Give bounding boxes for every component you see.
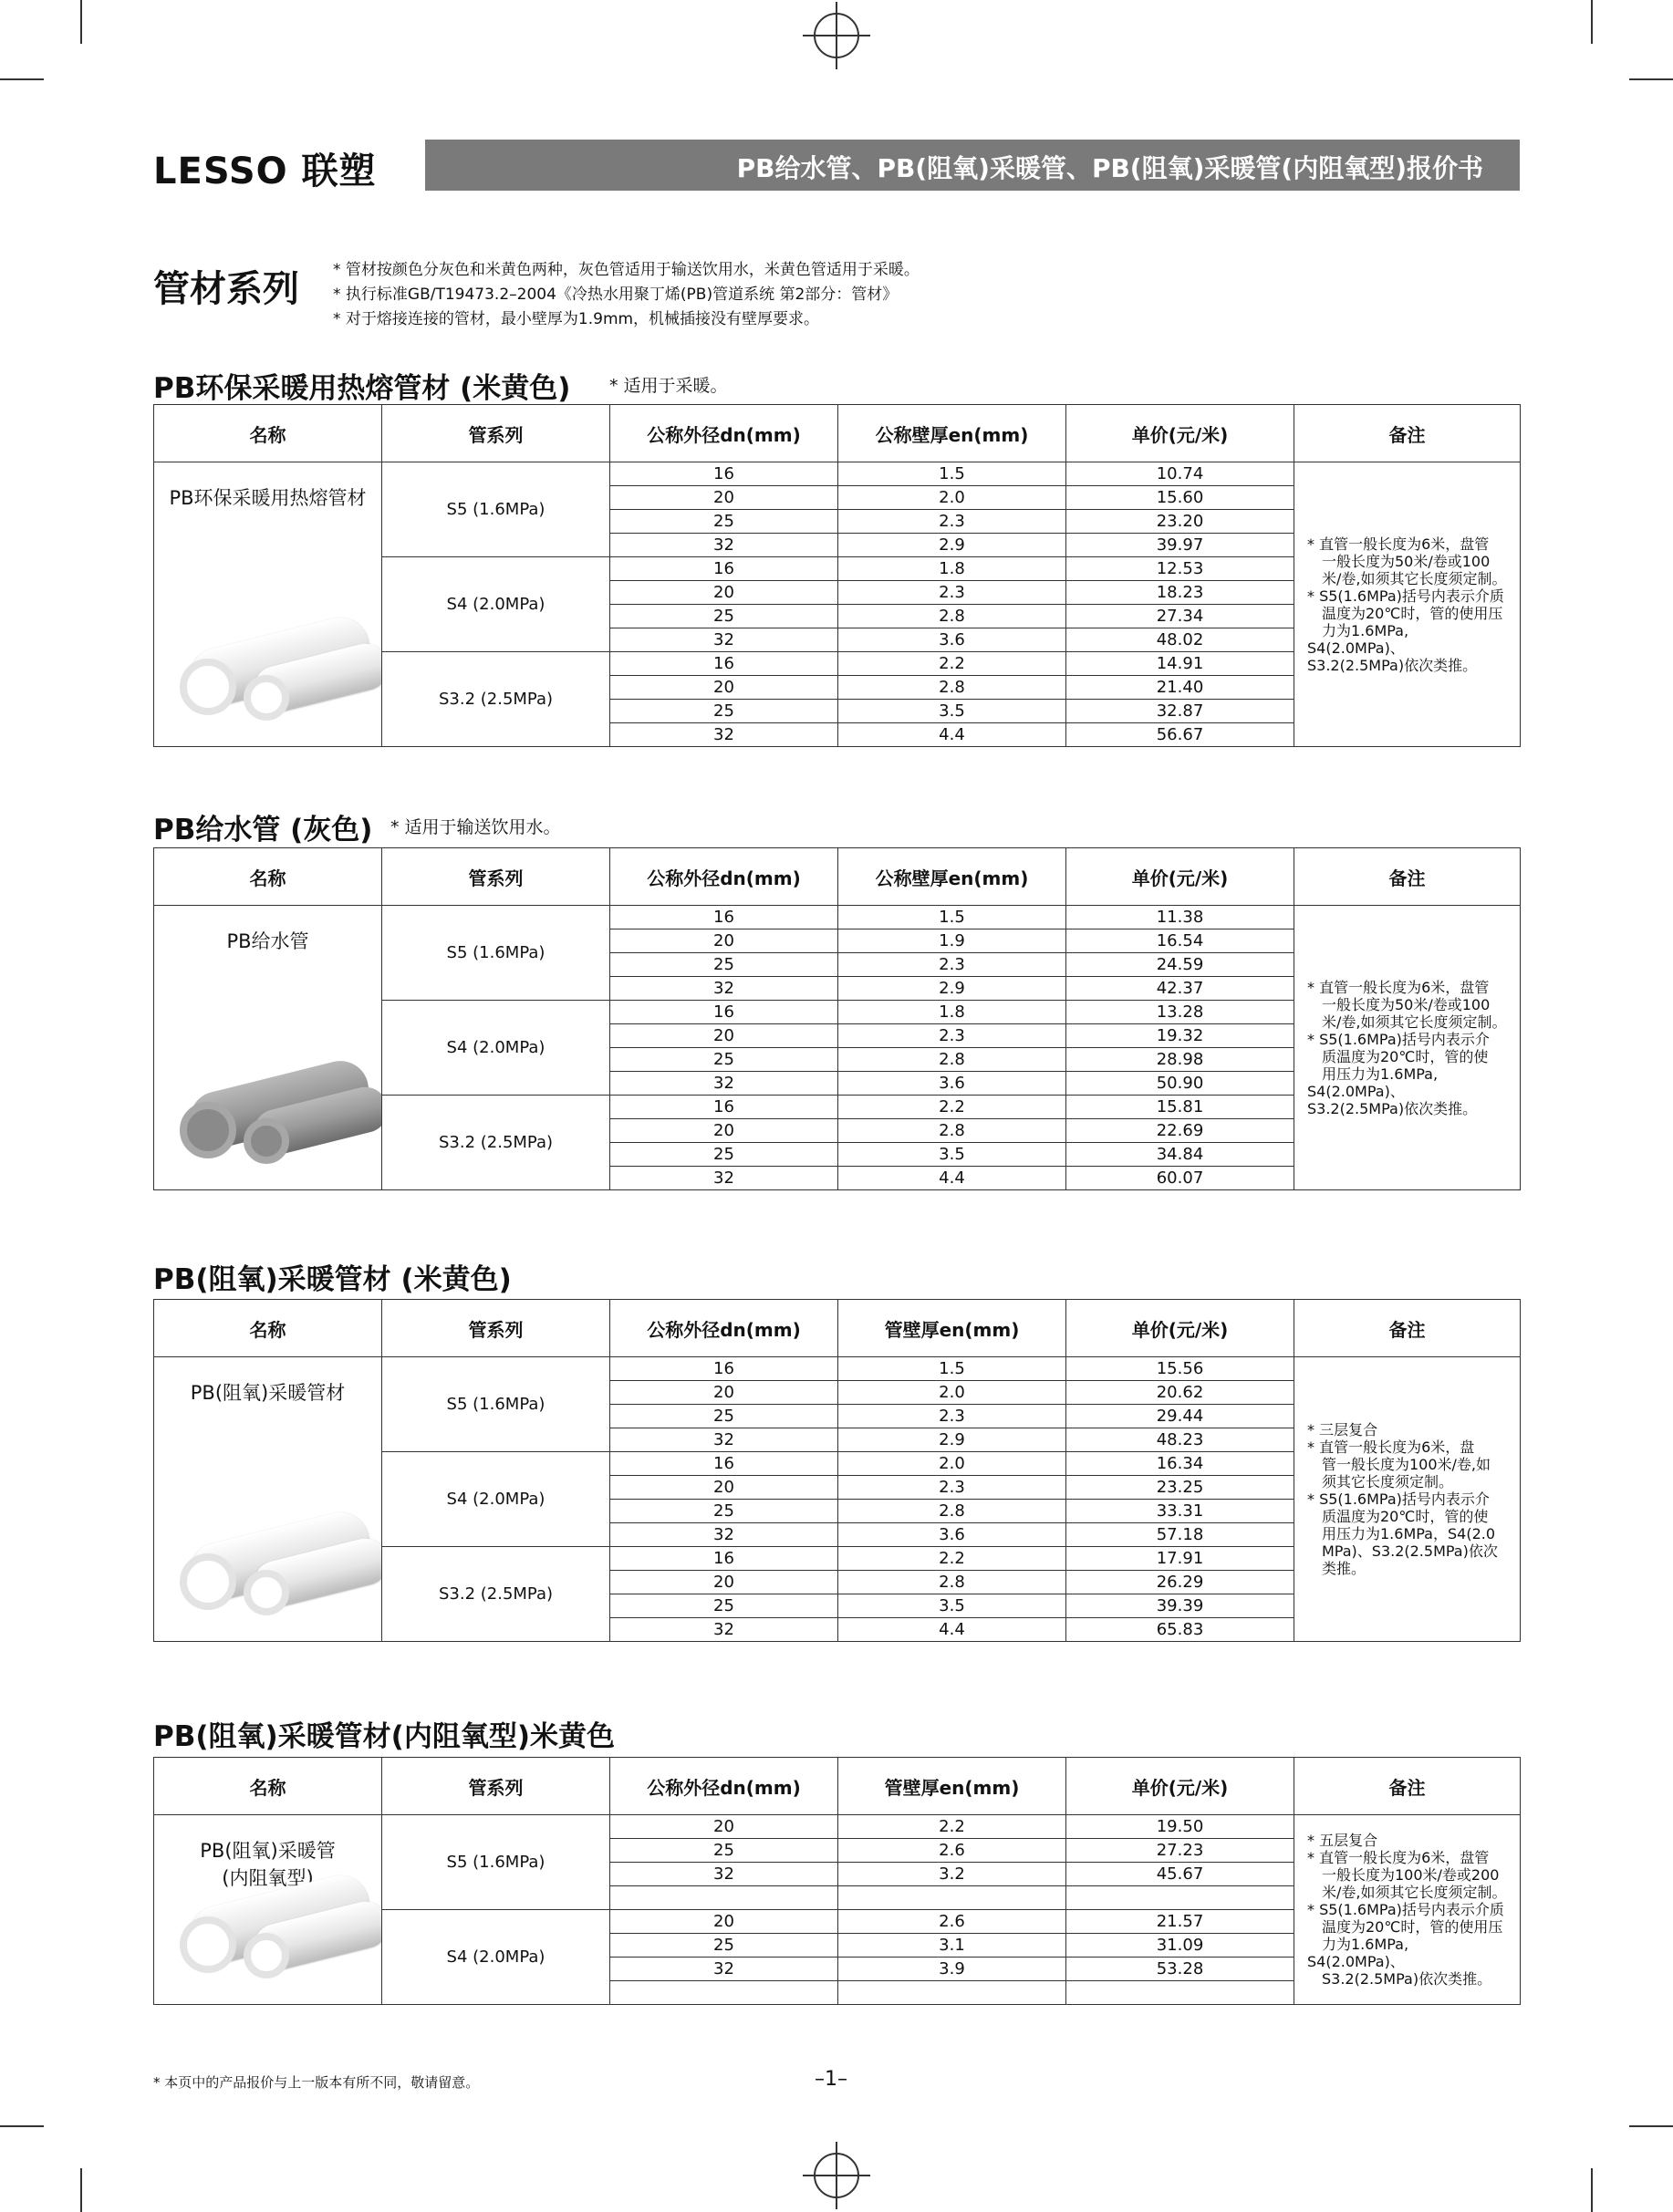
unit-price-cell: 57.18	[1066, 1523, 1294, 1547]
diameter-cell: 25	[610, 1048, 838, 1072]
unit-price-cell: 39.39	[1066, 1594, 1294, 1618]
pipe-product-image	[172, 602, 373, 730]
unit-price-cell: 14.91	[1066, 652, 1294, 676]
pipe-series: S5 (1.6MPa)	[382, 462, 610, 557]
table-row	[154, 1357, 1521, 1381]
unit-price-cell	[1066, 1886, 1294, 1910]
table-row	[154, 462, 1521, 486]
table-row	[154, 906, 1521, 929]
registration-mark-top	[814, 13, 859, 58]
unit-price-cell: 48.23	[1066, 1428, 1294, 1452]
wall-thickness-cell: 2.9	[838, 1428, 1066, 1452]
series-note: * 对于熔接连接的管材，最小壁厚为1.9mm，机械插接没有壁厚要求。	[333, 310, 820, 328]
remark-line: S3.2(2.5MPa)依次类推。	[1307, 1970, 1492, 1988]
unit-price-cell: 28.98	[1066, 1048, 1294, 1072]
diameter-cell: 25	[610, 1500, 838, 1523]
wall-thickness-cell: 2.8	[838, 1119, 1066, 1143]
diameter-cell: 32	[610, 1618, 838, 1642]
column-header: 单价(元/米)	[1066, 1758, 1294, 1815]
crop-mark	[80, 0, 82, 44]
diameter-cell	[610, 1886, 838, 1910]
wall-thickness-cell: 3.9	[838, 1958, 1066, 1981]
wall-thickness-cell: 2.8	[838, 1048, 1066, 1072]
price-table	[153, 404, 1521, 747]
diameter-cell: 16	[610, 1547, 838, 1571]
wall-thickness-cell: 2.0	[838, 1381, 1066, 1405]
wall-thickness-cell: 2.9	[838, 534, 1066, 557]
section-note: * 适用于采暖。	[609, 376, 728, 396]
pipe-product-image	[172, 1497, 373, 1625]
diameter-cell: 20	[610, 1815, 838, 1839]
column-header: 备注	[1294, 1300, 1521, 1357]
unit-price-cell: 10.74	[1066, 462, 1294, 486]
product-name-cell	[154, 462, 382, 747]
wall-thickness-cell: 2.3	[838, 1024, 1066, 1048]
remark-line: * 三层复合	[1307, 1421, 1378, 1438]
diameter-cell: 32	[610, 1958, 838, 1981]
diameter-cell: 16	[610, 462, 838, 486]
unit-price-cell: 39.97	[1066, 534, 1294, 557]
unit-price-cell: 32.87	[1066, 700, 1294, 723]
unit-price-cell: 15.60	[1066, 486, 1294, 510]
remark-line: 质温度为20℃时，管的使	[1307, 1508, 1489, 1525]
pipe-product-image	[172, 1045, 373, 1173]
wall-thickness-cell: 2.3	[838, 1476, 1066, 1500]
series-title: 管材系列	[153, 268, 299, 310]
column-header: 备注	[1294, 1758, 1521, 1815]
diameter-cell: 32	[610, 1167, 838, 1190]
column-header: 单价(元/米)	[1066, 848, 1294, 906]
remark-line: 温度为20℃时，管的使用压	[1307, 1918, 1503, 1936]
column-header: 公称外径dn(mm)	[610, 848, 838, 906]
unit-price-cell: 24.59	[1066, 953, 1294, 977]
remark-line: * 直管一般长度为6米，盘管	[1307, 535, 1490, 553]
wall-thickness-cell: 3.6	[838, 1072, 1066, 1096]
table-header-row	[154, 1300, 1521, 1357]
wall-thickness-cell: 4.4	[838, 1167, 1066, 1190]
wall-thickness-cell: 2.0	[838, 486, 1066, 510]
diameter-cell: 16	[610, 557, 838, 581]
diameter-cell: 25	[610, 1934, 838, 1958]
wall-thickness-cell: 2.6	[838, 1910, 1066, 1934]
product-name: PB给水管	[226, 930, 309, 952]
remark-line: S3.2(2.5MPa)依次类推。	[1307, 656, 1478, 674]
section-heading: PB给水管 (灰色)	[153, 814, 373, 846]
remark-line: * 直管一般长度为6米，盘	[1307, 1438, 1475, 1456]
pipe-series: S4 (2.0MPa)	[382, 1452, 610, 1547]
diameter-cell: 20	[610, 486, 838, 510]
unit-price-cell: 34.84	[1066, 1143, 1294, 1167]
wall-thickness-cell: 4.4	[838, 723, 1066, 747]
remark-line: MPa)、S3.2(2.5MPa)依次	[1307, 1542, 1498, 1560]
unit-price-cell: 11.38	[1066, 906, 1294, 929]
footer-note: * 本页中的产品报价与上一版本有所不同，敬请留意。	[153, 2074, 480, 2091]
diameter-cell: 25	[610, 1594, 838, 1618]
diameter-cell: 25	[610, 510, 838, 534]
diameter-cell: 20	[610, 929, 838, 953]
diameter-cell	[610, 1981, 838, 2005]
remark-line: 米/卷,如须其它长度须定制。	[1307, 1884, 1507, 1901]
column-header: 管系列	[382, 405, 610, 462]
remark-line: 一般长度为50米/卷或100	[1307, 552, 1491, 570]
column-header: 备注	[1294, 848, 1521, 906]
wall-thickness-cell: 3.6	[838, 628, 1066, 652]
price-table	[153, 847, 1521, 1190]
crop-mark	[1591, 0, 1593, 44]
diameter-cell: 32	[610, 723, 838, 747]
section-heading: PB(阻氧)采暖管材 (米黄色)	[153, 1263, 512, 1296]
diameter-cell: 16	[610, 652, 838, 676]
unit-price-cell: 21.57	[1066, 1910, 1294, 1934]
column-header: 名称	[154, 1758, 382, 1815]
diameter-cell: 16	[610, 1357, 838, 1381]
unit-price-cell: 12.53	[1066, 557, 1294, 581]
table-row	[154, 1815, 1521, 1839]
series-note: * 管材按颜色分灰色和米黄色两种，灰色管适用于输送饮用水，米黄色管适用于采暖。	[333, 261, 920, 279]
diameter-cell: 20	[610, 1571, 838, 1594]
unit-price-cell: 48.02	[1066, 628, 1294, 652]
column-header: 名称	[154, 848, 382, 906]
remark-line: 力为1.6MPa, S4(2.0MPa)、	[1307, 1936, 1409, 1970]
table-header-row	[154, 848, 1521, 906]
wall-thickness-cell: 2.3	[838, 581, 1066, 605]
pipe-series: S4 (2.0MPa)	[382, 1001, 610, 1096]
unit-price-cell: 53.28	[1066, 1958, 1294, 1981]
pipe-series: S5 (1.6MPa)	[382, 906, 610, 1001]
wall-thickness-cell: 2.2	[838, 1547, 1066, 1571]
unit-price-cell: 20.62	[1066, 1381, 1294, 1405]
pipe-series: S5 (1.6MPa)	[382, 1815, 610, 1910]
diameter-cell: 32	[610, 534, 838, 557]
remark-line: 须其它长度须定制。	[1307, 1473, 1454, 1490]
diameter-cell: 20	[610, 1476, 838, 1500]
remark-line: 米/卷,如须其它长度须定制。	[1307, 1013, 1507, 1031]
remarks-cell	[1294, 1357, 1521, 1642]
wall-thickness-cell: 1.5	[838, 1357, 1066, 1381]
remark-line: 力为1.6MPa, S4(2.0MPa)、	[1307, 621, 1409, 657]
wall-thickness-cell: 1.8	[838, 1001, 1066, 1024]
column-header: 公称外径dn(mm)	[610, 1300, 838, 1357]
column-header: 公称壁厚en(mm)	[838, 848, 1066, 906]
diameter-cell: 20	[610, 1119, 838, 1143]
wall-thickness-cell: 1.8	[838, 557, 1066, 581]
product-name: PB(阻氧)采暖管 (内阻氧型)	[200, 1840, 336, 1889]
remark-line: * 五层复合	[1307, 1832, 1378, 1849]
remark-line: 管一般长度为100米/卷,如	[1307, 1456, 1491, 1473]
crop-mark	[1629, 2125, 1673, 2127]
wall-thickness-cell	[838, 1981, 1066, 2005]
remark-line: S3.2(2.5MPa)依次类推。	[1307, 1099, 1478, 1117]
remark-line: * S5(1.6MPa)括号内表示介	[1307, 1030, 1490, 1048]
wall-thickness-cell: 2.8	[838, 605, 1066, 628]
column-header: 管系列	[382, 848, 610, 906]
pipe-series: S3.2 (2.5MPa)	[382, 652, 610, 747]
remark-line: 用压力为1.6MPa，S4(2.0	[1307, 1525, 1496, 1542]
table-header-row	[154, 1758, 1521, 1815]
unit-price-cell: 17.91	[1066, 1547, 1294, 1571]
document-title: PB给水管、PB(阻氧)采暖管、PB(阻氧)采暖管(内阻氧型)报价书	[736, 153, 1483, 183]
product-name: PB(阻氧)采暖管材	[190, 1382, 346, 1404]
product-name-cell	[154, 1357, 382, 1642]
unit-price-cell: 16.34	[1066, 1452, 1294, 1476]
unit-price-cell: 16.54	[1066, 929, 1294, 953]
title-bar	[425, 140, 1520, 191]
crop-mark	[1629, 78, 1673, 80]
remarks-cell	[1294, 906, 1521, 1190]
column-header: 名称	[154, 405, 382, 462]
series-note: * 执行标准GB/T19473.2–2004《冷热水用聚丁烯(PB)管道系统 第2部分：管材》	[333, 286, 899, 304]
diameter-cell: 25	[610, 700, 838, 723]
price-table	[153, 1299, 1521, 1642]
wall-thickness-cell: 3.1	[838, 1934, 1066, 1958]
unit-price-cell: 23.20	[1066, 510, 1294, 534]
diameter-cell: 16	[610, 906, 838, 929]
wall-thickness-cell	[838, 1886, 1066, 1910]
remark-line: 温度为20℃时，管的使用压	[1307, 604, 1503, 622]
diameter-cell: 20	[610, 581, 838, 605]
registration-mark-bottom	[814, 2153, 859, 2198]
wall-thickness-cell: 2.3	[838, 1405, 1066, 1428]
wall-thickness-cell: 1.5	[838, 462, 1066, 486]
wall-thickness-cell: 3.5	[838, 1143, 1066, 1167]
wall-thickness-cell: 1.5	[838, 906, 1066, 929]
wall-thickness-cell: 3.6	[838, 1523, 1066, 1547]
unit-price-cell: 15.81	[1066, 1096, 1294, 1119]
diameter-cell: 32	[610, 628, 838, 652]
table-header-row	[154, 405, 1521, 462]
diameter-cell: 25	[610, 953, 838, 977]
unit-price-cell: 33.31	[1066, 1500, 1294, 1523]
remark-line: * S5(1.6MPa)括号内表示介	[1307, 1490, 1490, 1508]
pipe-series: S3.2 (2.5MPa)	[382, 1547, 610, 1642]
wall-thickness-cell: 2.8	[838, 676, 1066, 700]
unit-price-cell: 21.40	[1066, 676, 1294, 700]
unit-price-cell: 18.23	[1066, 581, 1294, 605]
crop-mark	[80, 2168, 82, 2212]
crop-mark	[1591, 2168, 1593, 2212]
column-header: 名称	[154, 1300, 382, 1357]
wall-thickness-cell: 2.6	[838, 1839, 1066, 1863]
remark-line: 一般长度为100米/卷或200	[1307, 1866, 1500, 1884]
diameter-cell: 32	[610, 1863, 838, 1886]
diameter-cell: 16	[610, 1452, 838, 1476]
unit-price-cell: 27.34	[1066, 605, 1294, 628]
unit-price-cell: 22.69	[1066, 1119, 1294, 1143]
diameter-cell: 20	[610, 676, 838, 700]
product-name: PB环保采暖用热熔管材	[169, 487, 367, 509]
remarks-cell	[1294, 1815, 1521, 2005]
unit-price-cell: 29.44	[1066, 1405, 1294, 1428]
wall-thickness-cell: 4.4	[838, 1618, 1066, 1642]
wall-thickness-cell: 3.2	[838, 1863, 1066, 1886]
unit-price-cell: 26.29	[1066, 1571, 1294, 1594]
diameter-cell: 16	[610, 1001, 838, 1024]
brand-logo: LESSO 联塑	[153, 151, 377, 192]
column-header: 备注	[1294, 405, 1521, 462]
column-header: 管壁厚en(mm)	[838, 1300, 1066, 1357]
series-notes	[333, 258, 920, 332]
unit-price-cell: 60.07	[1066, 1167, 1294, 1190]
remark-line: 用压力为1.6MPa, S4(2.0MPa)、	[1307, 1064, 1439, 1100]
wall-thickness-cell: 2.2	[838, 1096, 1066, 1119]
column-header: 公称外径dn(mm)	[610, 405, 838, 462]
diameter-cell: 32	[610, 977, 838, 1001]
remark-line: 类推。	[1307, 1560, 1366, 1577]
pipe-series: S4 (2.0MPa)	[382, 1910, 610, 2005]
wall-thickness-cell: 2.3	[838, 510, 1066, 534]
unit-price-cell: 19.50	[1066, 1815, 1294, 1839]
section-note: * 适用于输送饮用水。	[390, 817, 561, 837]
product-name-cell	[154, 1815, 382, 2005]
remarks-cell	[1294, 462, 1521, 747]
diameter-cell: 25	[610, 1143, 838, 1167]
column-header: 单价(元/米)	[1066, 405, 1294, 462]
column-header: 管系列	[382, 1300, 610, 1357]
diameter-cell: 25	[610, 1405, 838, 1428]
crop-mark	[0, 2125, 44, 2127]
unit-price-cell: 65.83	[1066, 1618, 1294, 1642]
pipe-series: S3.2 (2.5MPa)	[382, 1096, 610, 1190]
column-header: 管系列	[382, 1758, 610, 1815]
column-header: 单价(元/米)	[1066, 1300, 1294, 1357]
diameter-cell: 25	[610, 1839, 838, 1863]
unit-price-cell: 13.28	[1066, 1001, 1294, 1024]
pipe-series: S5 (1.6MPa)	[382, 1357, 610, 1452]
product-name-cell	[154, 906, 382, 1190]
section-heading: PB(阻氧)采暖管材(内阻氧型)米黄色	[153, 1720, 616, 1753]
wall-thickness-cell: 1.9	[838, 929, 1066, 953]
diameter-cell: 25	[610, 605, 838, 628]
diameter-cell: 16	[610, 1096, 838, 1119]
diameter-cell: 32	[610, 1428, 838, 1452]
remark-line: 质温度为20℃时，管的使	[1307, 1047, 1489, 1065]
wall-thickness-cell: 2.2	[838, 1815, 1066, 1839]
diameter-cell: 32	[610, 1523, 838, 1547]
diameter-cell: 20	[610, 1910, 838, 1934]
wall-thickness-cell: 2.8	[838, 1571, 1066, 1594]
column-header: 管壁厚en(mm)	[838, 1758, 1066, 1815]
unit-price-cell: 45.67	[1066, 1863, 1294, 1886]
wall-thickness-cell: 3.5	[838, 1594, 1066, 1618]
remark-line: * S5(1.6MPa)括号内表示介质	[1307, 587, 1504, 605]
wall-thickness-cell: 2.9	[838, 977, 1066, 1001]
section-heading: PB环保采暖用热熔管材 (米黄色)	[153, 372, 571, 405]
unit-price-cell: 50.90	[1066, 1072, 1294, 1096]
unit-price-cell: 23.25	[1066, 1476, 1294, 1500]
unit-price-cell: 15.56	[1066, 1357, 1294, 1381]
wall-thickness-cell: 3.5	[838, 700, 1066, 723]
crop-mark	[0, 78, 44, 80]
unit-price-cell: 19.32	[1066, 1024, 1294, 1048]
unit-price-cell: 27.23	[1066, 1839, 1294, 1863]
unit-price-cell	[1066, 1981, 1294, 2005]
diameter-cell: 20	[610, 1024, 838, 1048]
pipe-product-image	[172, 1860, 373, 1988]
wall-thickness-cell: 2.2	[838, 652, 1066, 676]
column-header: 公称外径dn(mm)	[610, 1758, 838, 1815]
unit-price-cell: 31.09	[1066, 1934, 1294, 1958]
remark-line: 一般长度为50米/卷或100	[1307, 995, 1491, 1013]
remark-line: * 直管一般长度为6米，盘管	[1307, 978, 1490, 996]
wall-thickness-cell: 2.3	[838, 953, 1066, 977]
column-header: 公称壁厚en(mm)	[838, 405, 1066, 462]
pipe-series: S4 (2.0MPa)	[382, 557, 610, 652]
diameter-cell: 32	[610, 1072, 838, 1096]
remark-line: 米/卷,如须其它长度须定制。	[1307, 569, 1507, 587]
unit-price-cell: 42.37	[1066, 977, 1294, 1001]
diameter-cell: 20	[610, 1381, 838, 1405]
remark-line: * 直管一般长度为6米，盘管	[1307, 1849, 1490, 1866]
page-number: –1–	[815, 2068, 847, 2091]
wall-thickness-cell: 2.8	[838, 1500, 1066, 1523]
price-table	[153, 1757, 1521, 2005]
remark-line: * S5(1.6MPa)括号内表示介质	[1307, 1901, 1504, 1918]
wall-thickness-cell: 2.0	[838, 1452, 1066, 1476]
unit-price-cell: 56.67	[1066, 723, 1294, 747]
